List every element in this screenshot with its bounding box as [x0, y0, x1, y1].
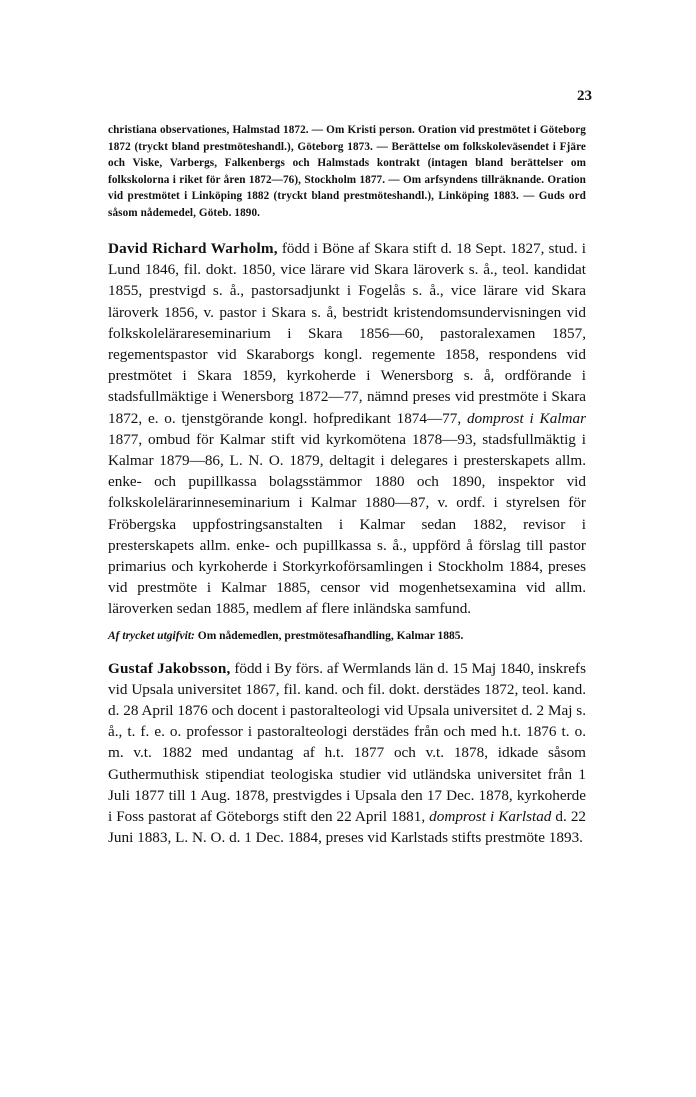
entry-name: Gustaf Jakobsson, — [108, 659, 231, 677]
entry-gustaf-jakobsson — [108, 658, 586, 849]
publications-line — [108, 628, 586, 644]
entry-david-richard-warholm — [108, 238, 586, 620]
entry-text: född i Böne af Skara stift d. 18 Sept. 1827, stud. i Lund 1846, fil. dokt. 1850, vice lärare vid Skara läroverk s. å., teol. kandidat 1855, prestvigd s. å., pastorsadjunkt i Fogelås s. å., vice lärare vid Skara läroverk 1856, v. pastor i Skara s. å, bestridt kristendomsundervisningen vid folkskolelärareseminarium i Skara 1856—60, pastoralexamen 1857, regementspastor vid Skaraborgs kongl. regemente 1858, respondens vid prestmötet i Skara 1859, kyrkoherde i Wenersborg s. å, ordförande i stadsfullmäktige i Wenersborg 1872—77, nämnd preses vid prestmöte i Skara 1872, e. o. tjenstgörande kongl. hofpredikant 1874—77, — [108, 240, 586, 427]
entry-name: David Richard Warholm, — [108, 240, 278, 257]
entry-text: 1877, ombud för Kalmar stift vid kyrkomötena 1878—93, stadsfullmäktig i Kalmar 1879—86, L. N. O. 1879, deltagit i delegares i presterskapets allm. enke- och pupillkassa bolagsstämmor 1880 och 1890, inspektor vid folkskolelärarinneseminarium i Kalmar 1880—87, v. ordf. i styrelsen för Fröbergska uppfostringsanstalten i Kalmar sedan 1882, revisor i presterskapets allm. enke- och pupillkassa s. å., uppförd å förslag till pastor primarius och kyrkoherde i Storkyrkoförsamlingen i Stockholm 1884, preses vid prestmöte i Kalmar 1885, censor vid mogenhetsexamina vid allm. läroverken sedan 1885, medlem af flere inländska samfund. — [108, 430, 586, 618]
page-number: 23 — [577, 88, 592, 104]
page — [108, 88, 592, 848]
publications-label: Af trycket utgifvit: — [108, 629, 195, 642]
entry-italic-title: domprost i Kalmar — [466, 409, 586, 427]
entry-text: född i By förs. af Wermlands län d. 15 Maj 1840, inskrefs vid Upsala universitet 1867, fil. kand. och fil. dokt. derstädes 1872, teol. kand. d. 28 April 1876 och docent i pastoralteologi vid Upsala universitet d. 2 Maj s. å., t. f. e. o. professor i pastoralteologi derstädes från och med h.t. 1876 t. o. m. v.t. 1882 med undantag af h.t. 1877 och v.t. 1878, idkade såsom Guthermuthisk stipendiat teologiska studier vid utländska universitet från 1 Juli 1877 till 1 Aug. 1878, prestvigdes i Upsala den 17 Dec. 1878, kyrkoherde i Foss pastorat af Göteborgs stift den 22 April 1881, — [108, 659, 586, 826]
publications-text: Om nådemedlen, prestmötesafhandling, Kalmar 1885. — [194, 629, 464, 642]
previous-entry-bibliography: christiana observationes, Halmstad 1872. — Om Kristi person. Oration vid prestmötet i Göteborg 1872 (tryckt bland prestmöteshandl.), Göteborg 1873. — Berättelse om folkskoleväsendet i Fjäre och Viske, Varbergs, Falkenbergs och Halmstads kontrakt (intagen bland berättelser om folkskolorna i riket för åren 1872—76), Stockholm 1877. — Om arfsyndens tillräknande. Oration vid prestmötet i Linköping 1882 (tryckt bland prestmöteshandl.), Linköping 1883. — Guds ord såsom nådemedel, Göteb. 1890. — [108, 124, 586, 219]
entry-text: d. 22 Juni 1883, L. N. O. d. 1 Dec. 1884, preses vid Karlstads stifts prestmöte 1893. — [108, 808, 586, 847]
entry-italic-title: domprost i Karlstad — [429, 808, 552, 826]
